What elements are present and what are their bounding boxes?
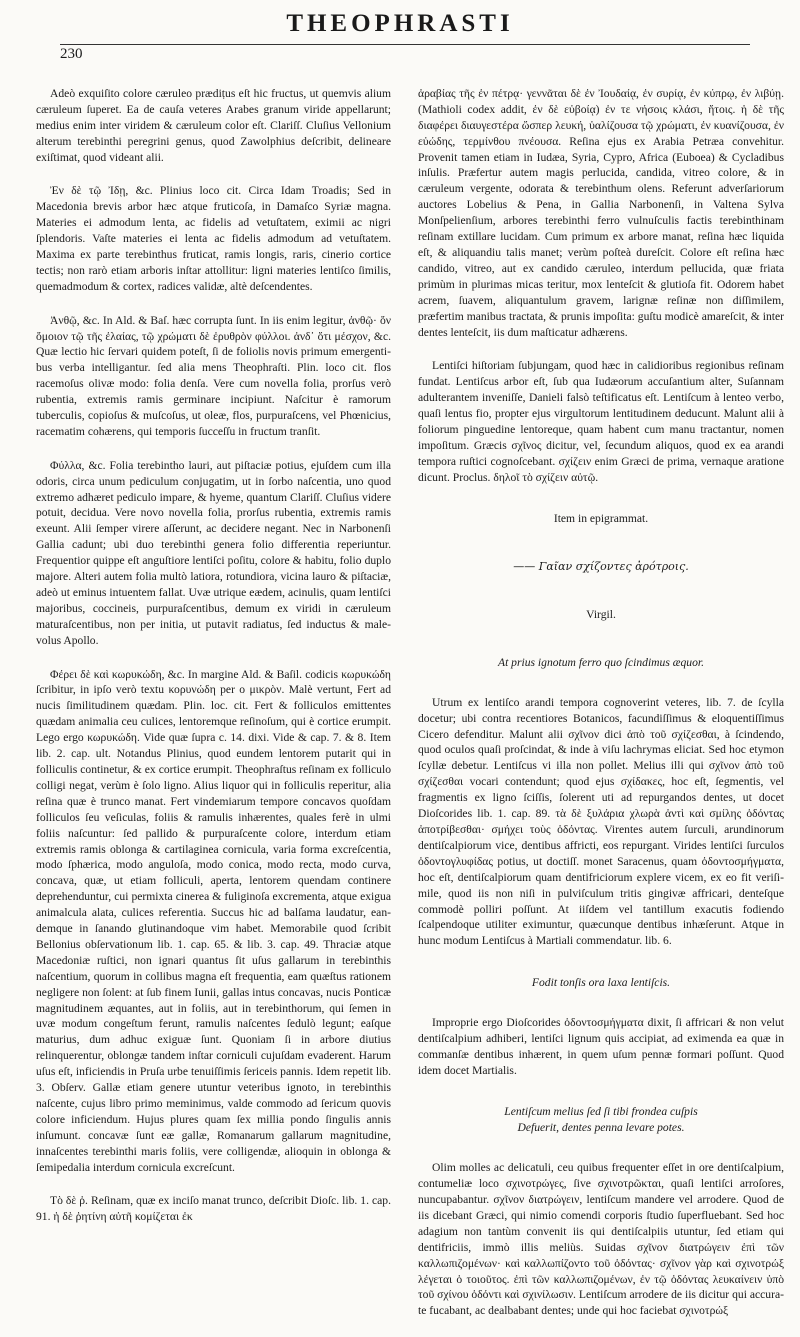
header-rule [60,44,750,45]
latin-quote: At prius ignotum ferro quo ſcindimus æquor. [497,655,704,669]
paragraph: Utrum ex lentiſco arandi tempora cognoverint veteres, lib. 7. de ſcylla docetur; ubi contra recentiores Botanicos, facundiſſimus & eloquentiſſimus Cicero defenditur. Malunt alii σχῖνον dici ἀπὸ τοῦ σχίζεσθαι, à ſcindendo, quod oculos quaſi proſcindat, & inde à viſu lachrymas eliciat. Sed hoc etymon ſcyllæ debetur. Lentiſcus vi illa non pollet. Melius illi qui σχῖνον ἀπὸ τοῦ σχίζεσθαι vocari contendunt; quod ejus σχίδακες, hoc eſt, ſegmentis, vel fragmentis ex ligno ſciſſis, ſolerent uti ad repurgandos dentes, ut docet Dioſcorides lib. 1. cap. 89. τὰ δὲ ξυλάρια χλωρὰ ἀντὶ καὶ σμίλης ὀδόντας ἀποτρίβεσθαι· σμήχει τοὺς ὀδόντας. Virentes autem ſurculi, arundinorum dentiſcalpiorum vice, dentibus affricti, eos repurgant. Virides lentiſci ſurculos ὀδοντογλυφίδας potius, ut doctiſſ. monet Saracenus, quam ὀδοντοσμήγματα, hoc eſt, dentiſcalpiorum quam dentifriciorum explere vicem, ex eo fit veriſimile, quod iis non niſi in pulviſculum tritis gingivæ affricari, denteſque commodè polliri poſſunt. At iiſdem vel tantillum exacutis fodiendo ſcalpendoque utiliter eximuntur, quæcunque dentibus inhæſerunt. Atque in hunc modum Lentiſcus à Martiali commendatur. lib. 6. [418,695,784,948]
paragraph: Adeò exquiſito colore cæruleo prædiṭus eſt hic fructus, ut quemvis alium cæruleum ſuperet. Ea de cauſa veteres Arabes granum viride appellarunt; medius enim inter viridem & cæruleum color eſt. Clariſſ. Cluſius Vellonium alterum terebinthi peregrini genus, quod Zawolphius deſcribit, delineare exiſtimat, quod videant alii. [36,86,391,164]
paragraph: Olim molles ac delicatuli, ceu quibus frequenter eſſet in ore dentiſcalpium, contumeliæ loco σχινοτρώγες, ſive σχινοτρῶκται, quaſi lentiſci arroſores, nuncupabantur. σχῖνον διατρώγειν, lentiſcum mandere vel arrodere. Quod de iis dicebant Græci, qui nimio comendi corporis ſtudio ſuperfluebant. Sed hoc adagium non tantùm convenit iis qui dentiſcalpiis utuntur, ſed etiam qui dentifriciis, immò illis meliùs. Suidas σχῖνον διατρώγειν ἐπὶ τῶν καλλωπιζομένων· καὶ καλλωπίζοντο τοῦ ὀδόντας· σχῖνον γὰρ καὶ σχινοτρώξ λέγεται ὁ τοιοῦτος. ἐπὶ τῶν καλλωπιζομένων, ἐν τῷ ὀδόντας λευκαίνειν ὑπὸ τοῦ σχίνου ὀδόντι καὶ σχινίλωσιν. Lentiſcum arrodere de iis dicitur qui accurate fucabant, ac dealbabant dentes; unde qui hoc faciebat σχινοτρώξ [418,1161,784,1318]
paragraph: Lentiſci hiſtoriam ſubjungam, quod hæc in calidioribus regionibus reſinam fundat. Lentiſcus arbor eſt, ſub qua Iudæorum accuſantium alter, Suſannam adulterantem inveniſſe, Danieli falsò teſtificatus eſt. Lentiſcum à lenteo verbo, quaſi lentus fio, propter ejus virgultorum lentitudinem deducunt. Malunt alii à foliorum pinguedine lentoreque, quam habent cum manu tractantur, nomen impoſitum. Græcis σχῖνος dicitur, vel, ſecundum aliquos, quod ex ea arandi tempora ruſtici cognoſcebant. σχίζειν enim Græci de prima, vernaque aratione dicunt. Proclus. δηλοῖ τὸ σχίζειν αὐτῷ. [418,359,784,484]
page-title: THEOPHRASTI [286,10,514,37]
paragraph: Improprie ergo Dioſcorides ὀδοντοσμήγματα dixit, ſi affricari & non velut dentiſcalpium adhiberi, lentiſci lignum quis accipiat, ad eximenda ea quæ in commanſæ dentibus inhærent, in quem uſum pennæ formari poſſunt. Quod idem docet Martialis. [418,1015,784,1077]
page-number: 230 [60,46,83,62]
latin-quote: Fodit tonſis ora laxa lentiſcis. [531,976,671,990]
running-head [60,10,730,62]
greek-quote: —— Γαῖαν σχίζοντες ἀρότροις. [513,560,689,574]
left-column [36,70,391,1243]
author-label: Virgil. [586,608,616,622]
paragraph: Φύλλα, &c. Folia terebintho lauri, aut piſtaciæ potius, ejuſdem cum illa odoris, circa unum pediculum conjugatim, ut in ſorbo naſcentia, uno quod extremo adhæret pediculo impare, & hyeme, quantum Clariſſ. Cluſius videre potuit, decidua. Vere novo novella folia, prorſus rubentia, extremis ramis exeunt. Alii ſemper virere aſſerunt, ac decidere negant. Nec in Narbonenſi Gallia cadunt; ubi duo terebinthi genera folio differentia reperiuntur. Frequentior quippe eſt anguſtiore lentiſci poſitu, colore & habitu, folio duplo majore. Alteri autem folia multò latiora, rotundiora, vicina lauro & piſtaciæ, adeò ut eminus intuentem fallat. Uvæ utrique eædem, acinulis, quam lentiſci majoribus, coccineis, purpuraſcentibus, demum ex viridi in cæruleum maturaſcentibus, non per initia, ut putavit radiatus, ſed inductus & malevolus Apollo. [36,458,391,647]
epigram-label: Item in epigrammat. [553,512,649,526]
paragraph: Φέρει δὲ καὶ κωρυκώδη, &c. In margine Ald. & Baſil. codicis κωρυκώδη ſcribitur, in ipſo verò textu κορυνώδη per ο μικρὸν. Malè vertunt, Fert ad nucis ſimilitudinem quædam. Plin. loc. cit. Fert & folliculos emittentes quædam animalia ceu culices, lentoremque reſinoſum, qui è cortice erumpit. Lego ergo κωρυκώδη. Vide quæ ſupra c. 14. dixi. Vide & cap. 7. & 8. Item lib. 2. cap. ult. Notandus Plinius, quod eundem lentorem putarit qui in folliculis continetur, & ex cortice erumpit. Theophraſtus reſinam ex folliculo colligi negat, verùm è ſolo ligno. Alius liquor qui in folliculis reperitur, alia reſina quæ è trunco manat. Fert vindemiarum tempore concavos quoſdam folliculos ſeu veſiculas, foliis & ramulis inhærentes, quales ferè in ulmi foliis naſcuntur: ſed pallido & purpuraſcente colore, interdum etiam extremis ramis oblonga & cartilaginea cornicula, varia forma excreſcentia, modo ſphærica, modo anguloſa, modo conica, modo recta, modo curva, concava, quæ, ut etiam folliculi, aperta, lentorem quendam continere deprehenduntur, cui permixta cinerea & fuliginoſa excrementa, atque exigua animalcula alata, culices referentia. Succus hic ad balſama laudatur, eandemque in ſanando glutinandoque vim habet. Memorabile quod ſcribit Bellonius obſervationum lib. 1. cap. 65. & lib. 3. cap. 49. Thraciæ atque Macedoniæ ruſtici, non ignari quantus ſit uſus gallarum in terebinthis naſcentium, quorum in collibus magna eſt frequentia, eam quæſtus rationem negligere non ſolent: at ſub finem Iunii, gallas intus concavas, nucis Ponticæ magnitudinem æquantes, aut in foliis, aut in terebinthorum, qui ſemen in uvæ modum congeſtum ferunt, ramulis naſcentes ſedulò legunt; eaſque maturius, dum adhuc exiguæ ſunt. Quoniam ſi in arbore diutius relinquerentur, oblongæ tandem inſtar corniculi cujuſdam evaderent. Harum uſus eſt, inficiendis in Pruſa urbe tenuiſſimis ſericeis pannis. Idem repetit lib. 3. Obſerv. Gallæ etiam genere utuntur veteribus ignoto, in terebinthis naſcente, cujus libro primo meminimus, valde commodo ad ſericum quovis colore inficiendum. Hujus plures quam ſex millia pondo ſingulis annis inſumunt. concavæ ſunt eæ gallæ, Romanarum gallarum magnitudine, innaſcentes terebinthi maris foliis, vere colligendæ, alioquin in oblonga & ſemipedalia interdum cornicula excreſcunt. [36,667,391,1174]
paragraph: Ἐν δὲ τῷ Ἰδῃ, &c. Plinius loco cit. Circa Idam Troadis; Sed in Macedonia brevis arbor hæc atque fruticoſa, in Damaſco Syriæ magna. Materies ei admodum lenta, ac fidelis ad vetuſtatem, eximii ac nigri ſplendoris. Vaſte materies ei lenta ac fidelis admodum ad vetuſtatem. Maxima ex parte terebinthus fruticat, ramis longis, raris, cinerio cortice tectis; non rarò etiam arboris inſtar attollitur: ligni materies lentiſco ſimilis, quemadmodum & cortex, radices validæ, altè deſcendentes. [36,184,391,293]
paragraph: Ἀνθῷ, &c. In Ald. & Baſ. hæc corrupta ſunt. In iis enim legitur, ἀνθῷ· ὅν ὅμοιον τῷ τῆς ἐλαίας, τῷ χρώματι δὲ ἐρυθρὸν φύλλοι. ἀνδ᾽ ὅτι μέσχον, &c. Quæ lectio hic ſervari quidem poteſt, ſi de foliolis novis primum emergentibus verba intelligantur. ſed alia mens Theophraſti. Plin. loco cit. flos racemoſus olivæ modo: folia denſa. Vere cum novella folia, prorſus verò rubentia, extremis ramis germinare incipiunt. Naſcitur è ramorum tuberculis, copioſus & muſcoſus, ut oleæ, flos, purpuraſcens, vel Phœnicius, racematim cohærens, qui temporis ſucceſſu in fructum tranſit. [36,313,391,438]
paragraph: ἀραβίας τῆς ἐν πέτρᾳ· γεννᾶται δὲ ἐν Ἰουδαίᾳ, ἐν συρίᾳ, ἐν κύπρῳ, ἐν λιβύῃ. (Mathioli codex addit, ἐν δὲ εὐβοίᾳ) ἐν τε νήσοις κλάσι, ἥτοις. ἡ δὲ τῆς διαφέρει διαυγεστέρα ὥσπερ λευκή, ὑαλίζουσα τῷ χρώματι, ἐν κυανίζουσα, ἐν εὐώδης, τερμίνθου πνέουσα. Reſina ejus ex Arabia Petræa convehitur. Provenit tamen etiam in Iudæa, Syria, Cypro, Africa (Euboea) & Cycladibus inſulis. Præfertur autem magis perlucida, candida, vitreo colore, & in cæruleum vergente, odorata & terebinthum olens. Referunt adverſariorum auctores Lobelius & Pena, in Gallia Narbonenſi, in Valtena Sylva Monſpelienſium, arbores terebinthi ferro vulnuſculis factis terebinthinam reſinam extillare lucidam. Cum primum ex arbore manat, reſina hæc liquida eſt, & aliquandiu talis manet; verùm poſteà dureſcit. Colore eſt reſina hæc candido, vitreo, aut ex candido cæruleo, interdum pellucida, quæ friata primùm in plurimas micas teritur, mox lenteſcit & glutioſa fit. Odorem habet acrem, ſuavem, aliquantulum gravem, larignæ reſinæ non diſſimilem, præfertim manibus tractata, & prunis impoſita: guſtu modicè amareſcit, & inter dentes lenteſcit, iis dum maſticatur adhærens. [418,86,784,339]
right-column [418,70,784,1337]
paragraph: Τὸ δὲ ῥ. Reſinam, quæ ex inciſo manat trunco, deſcribit Dioſc. lib. 1. cap. 91. ἡ δὲ ῥητίνη αὐτῆ κομίζεται ἐκ [36,1194,391,1224]
verse-quote: Lentiſcum melius ſed ſi tibi frondea cuſpis Defuerit, dentes penna levare potes. [504,1105,698,1135]
